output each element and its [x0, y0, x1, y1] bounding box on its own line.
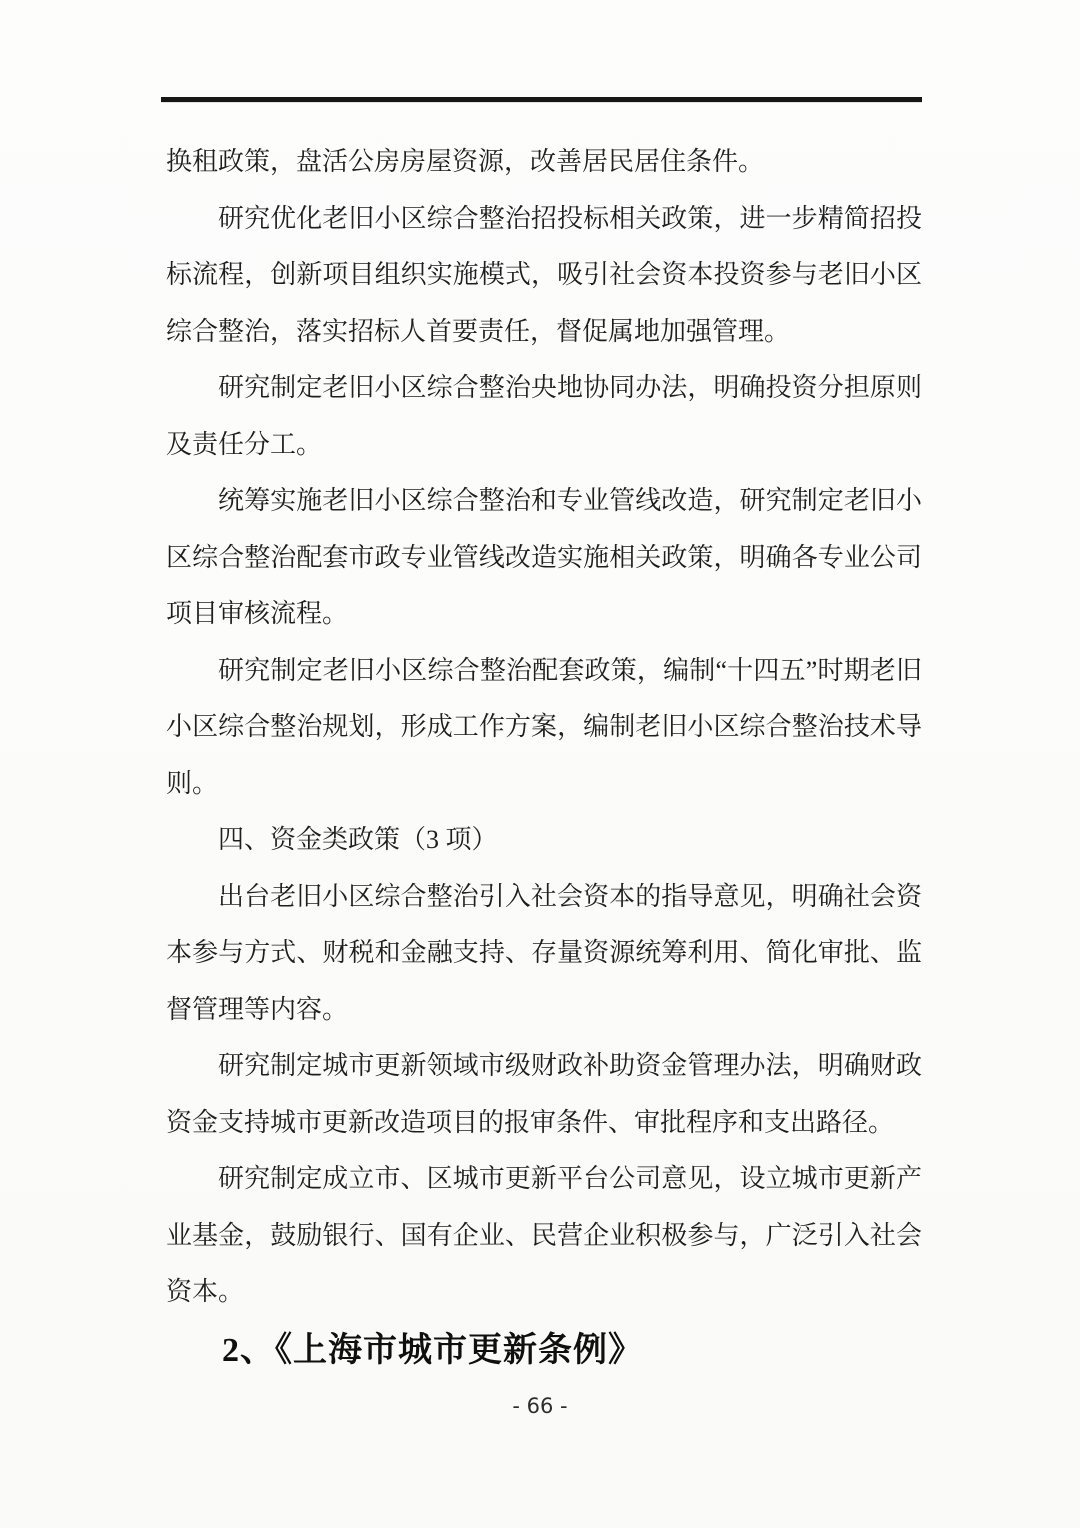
document-body: [166, 134, 922, 1381]
body-paragraph: 研究制定老旧小区综合整治配套政策，编制“十四五”时期老旧小区综合整治规划，形成工作方案，编制老旧小区综合整治技术导则。: [166, 655, 922, 798]
body-paragraph: 换租政策，盘活公房房屋资源，改善居民居住条件。: [166, 147, 765, 176]
body-paragraph: 出台老旧小区综合整治引入社会资本的指导意见，明确社会资本参与方式、财税和金融支持、存量资源统筹利用、简化审批、监督管理等内容。: [166, 881, 922, 1024]
body-paragraph: 研究制定城市更新领域市级财政补助资金管理办法，明确财政资金支持城市更新改造项目的报审条件、审批程序和支出路径。: [166, 1051, 922, 1137]
body-paragraph: 研究制定老旧小区综合整治央地协同办法，明确投资分担原则及责任分工。: [166, 373, 922, 459]
body-paragraph: 统筹实施老旧小区综合整治和专业管线改造，研究制定老旧小区综合整治配套市政专业管线改造实施相关政策，明确各专业公司项目审核流程。: [166, 486, 922, 628]
body-paragraph: 研究制定成立市、区城市更新平台公司意见，设立城市更新产业基金，鼓励银行、国有企业、民营企业积极参与，广泛引入社会资本。: [166, 1164, 922, 1306]
header-rule: [161, 97, 922, 102]
document-heading: 2、《上海市城市更新条例》: [222, 1331, 643, 1369]
section-heading: 四、资金类政策（3 项）: [218, 825, 498, 854]
body-paragraph: 研究优化老旧小区综合整治招投标相关政策，进一步精简招投标流程，创新项目组织实施模式，吸引社会资本投资参与老旧小区综合整治，落实招标人首要责任，督促属地加强管理。: [166, 203, 922, 346]
page-number: - 66 -: [512, 1394, 568, 1418]
